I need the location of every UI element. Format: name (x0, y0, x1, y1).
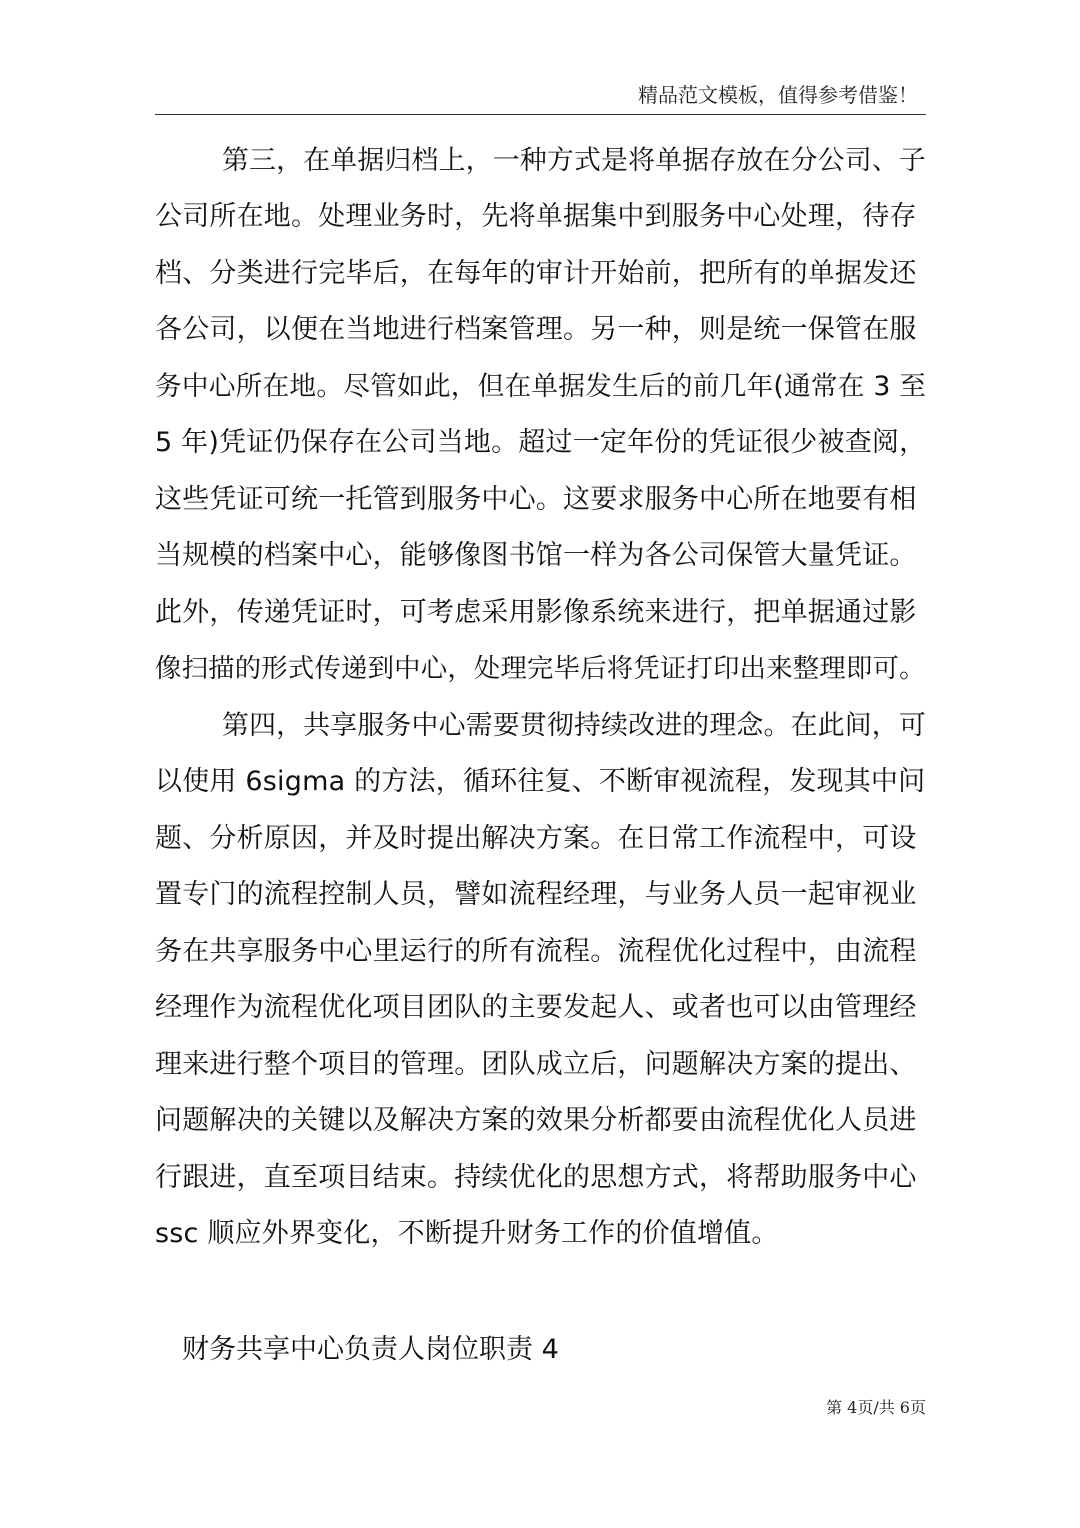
body-line: 以使用 6sigma 的方法，循环往复、不断审视流程，发现其中问 (155, 766, 926, 797)
body-line: 当规模的档案中心，能够像图书馆一样为各公司保管大量凭证。 (155, 540, 917, 571)
body-line: 此外，传递凭证时，可考虑采用影像系统来进行，把单据通过影 (155, 597, 917, 628)
body-line: 置专门的流程控制人员，譬如流程经理，与业务人员一起审视业 (155, 879, 917, 910)
body-line: 像扫描的形式传递到中心，处理完毕后将凭证打印出来整理即可。 (155, 654, 926, 684)
body-line: 第三，在单据归档上，一种方式是将单据存放在分公司、子 (222, 145, 926, 176)
page-header-text: 精品范文模板，值得参考借鉴！ (638, 83, 918, 107)
body-line: 5 年)凭证仍保存在公司当地。超过一定年份的凭证很少被查阅， (155, 427, 927, 458)
section-heading: 财务共享中心负责人岗位职责 4 (182, 1334, 559, 1365)
body-line: 理来进行整个项目的管理。团队成立后，问题解决方案的提出、 (155, 1049, 917, 1080)
body-line: 务在共享服务中心里运行的所有流程。流程优化过程中，由流程 (155, 936, 917, 967)
body-line: 问题解决的关键以及解决方案的效果分析都要由流程优化人员进 (155, 1105, 917, 1136)
body-line: 务中心所在地。尽管如此，但在单据发生后的前几年(通常在 3 至 (155, 371, 927, 402)
body-line: 档、分类进行完毕后，在每年的审计开始前，把所有的单据发还 (155, 258, 917, 289)
page-number: 第 4页/共 6页 (826, 1398, 926, 1417)
body-line: ssc 顺应外界变化，不断提升财务工作的价值增值。 (155, 1218, 779, 1249)
header-divider (155, 114, 926, 115)
body-line: 第四，共享服务中心需要贯彻持续改进的理念。在此间，可 (222, 710, 926, 741)
body-line: 经理作为流程优化项目团队的主要发起人、或者也可以由管理经 (155, 992, 917, 1023)
body-line: 各公司，以便在当地进行档案管理。另一种，则是统一保管在服 (155, 314, 917, 345)
body-line: 题、分析原因，并及时提出解决方案。在日常工作流程中，可设 (155, 823, 917, 854)
body-line: 行跟进，直至项目结束。持续优化的思想方式，将帮助服务中心 (155, 1162, 917, 1193)
body-line: 这些凭证可统一托管到服务中心。这要求服务中心所在地要有相 (155, 484, 917, 515)
body-line: 公司所在地。处理业务时，先将单据集中到服务中心处理，待存 (155, 201, 917, 232)
